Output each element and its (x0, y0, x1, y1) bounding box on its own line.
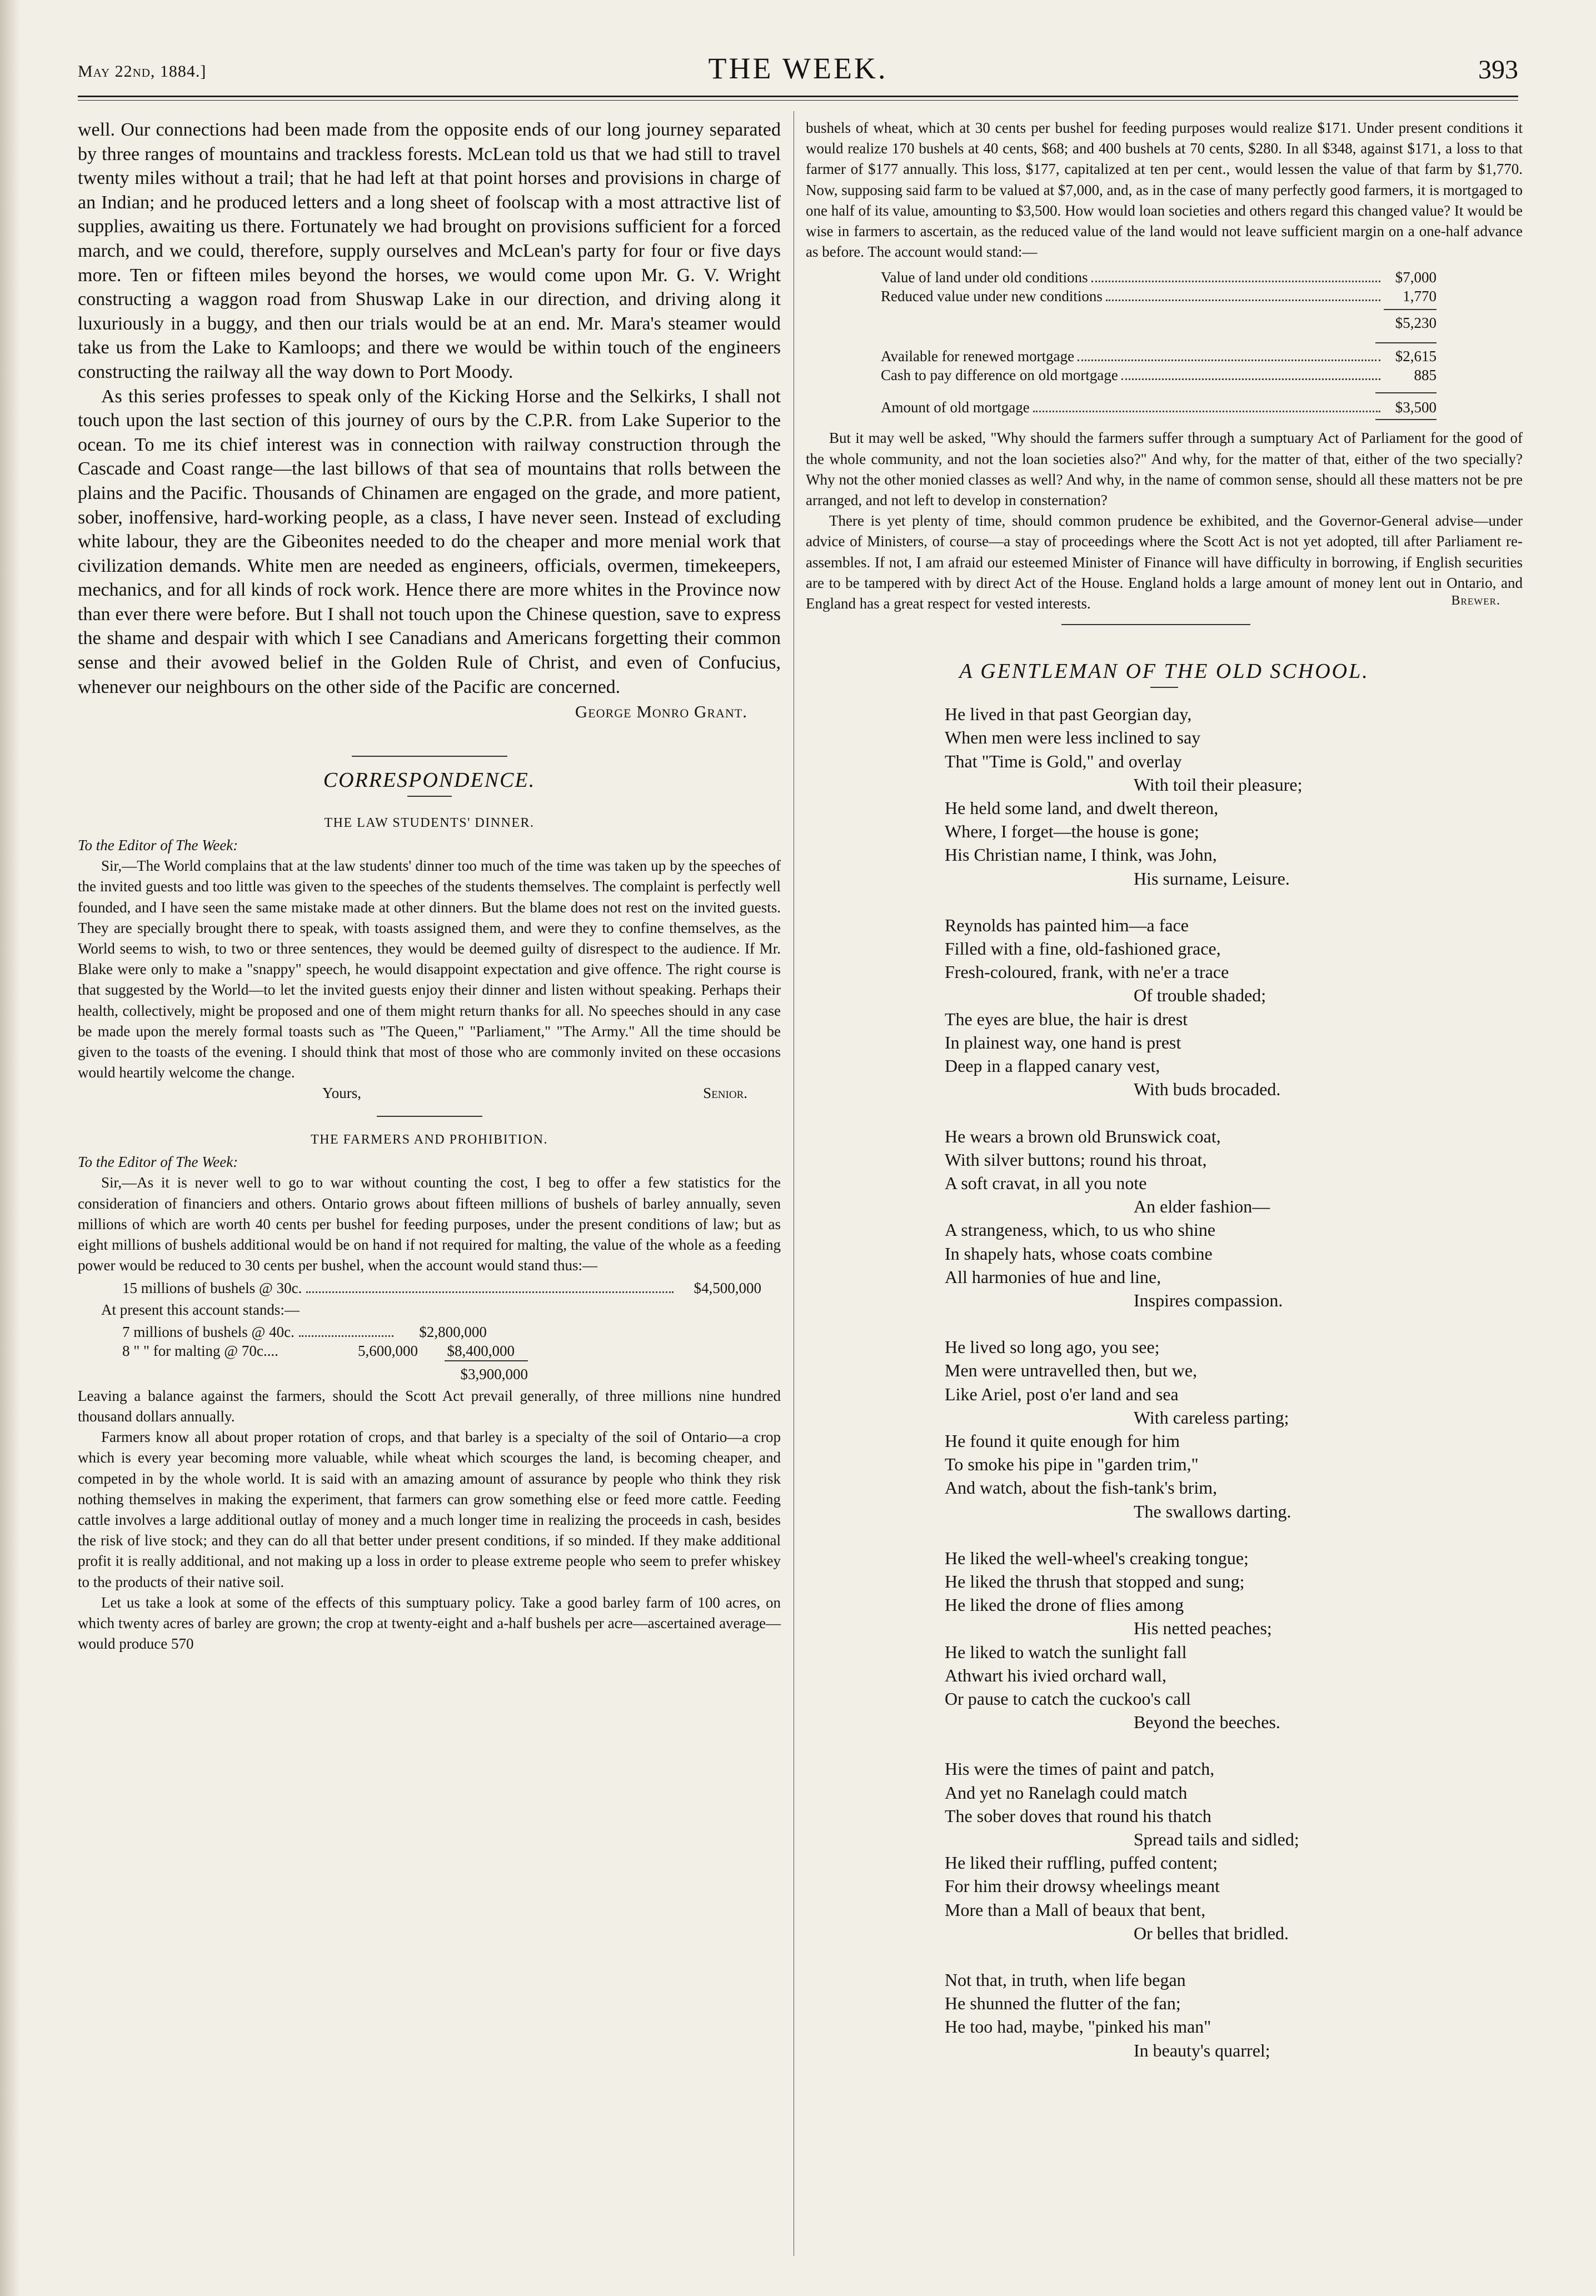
poem-line: He lived so long ago, you see; (945, 1337, 1160, 1357)
account-rule (1375, 342, 1437, 343)
poem-line: He lived in that past Georgian day, (945, 704, 1192, 725)
account-row (122, 1279, 761, 1297)
poem (945, 702, 1434, 2062)
poem-line: In plainest way, one hand is prest (945, 1032, 1181, 1052)
poem-line: He liked the well-wheel's creaking tongue; (945, 1548, 1249, 1568)
poem-stanza (945, 1125, 1434, 1312)
letter-end-line (806, 593, 1523, 635)
poem-line: More than a Mall of beaux that bent, (945, 1899, 1206, 1920)
page-number: 393 (1478, 55, 1518, 84)
leader-dots (1078, 360, 1380, 361)
account-label: Available for renewed mortgage (881, 348, 1075, 365)
account-row (881, 398, 1437, 417)
account-row (881, 287, 1437, 306)
letter-signer: Brewer. (1451, 593, 1500, 608)
poem-line: With silver buttons; round his throat, (945, 1149, 1207, 1170)
poem-stanza (945, 1757, 1434, 1945)
account-label: Amount of old mortgage (881, 399, 1030, 416)
account-row (122, 1360, 772, 1384)
letter-title: THE FARMERS AND PROHIBITION. (311, 1132, 548, 1147)
poem-line: Inspires compassion. (1134, 1290, 1283, 1310)
poem-line: He liked the drone of flies among (945, 1595, 1184, 1615)
letter-salutation: To the Editor of The Week: (78, 837, 238, 854)
poem-line: Like Ariel, post o'er land and sea (945, 1384, 1179, 1404)
poem-line: In shapely hats, whose coats combine (945, 1243, 1213, 1264)
poem-line: When men were less inclined to say (945, 727, 1201, 748)
account-row (881, 347, 1437, 366)
account-amount: $2,800,000 (419, 1323, 487, 1340)
account-amount: 885 (1414, 367, 1437, 384)
poem-stanza (945, 914, 1434, 1101)
poem-stanza (945, 1546, 1434, 1734)
account-label: 7 millions of bushels @ 40c. (122, 1323, 295, 1340)
poem-line: He found it quite enough for him (945, 1430, 1180, 1451)
poem-stanza (945, 1335, 1434, 1523)
section-rule (352, 756, 507, 757)
poem-line: Or pause to catch the cuckoo's call (945, 1688, 1191, 1709)
letter-body: Sir,—As it is never well to go to war without counting the cost, I beg to offer a few statistics for the consideration of financiers and others. Ontario grows about fifteen millions of bushels of barley annually, seven millions of which are worth 40 cents per bushel for feeding purposes, under the present conditions of law; but as eight millions of bushels additional would be on hand if not required for malting, the value of the whole as a feeding power would be reduced to 30 cents per bushel, when the account would stand thus:— (78, 1174, 781, 1274)
letter-signer: Senior. (703, 1085, 747, 1102)
poem-line: Reynolds has painted him—a face (945, 915, 1189, 935)
account-table-2 (78, 1322, 772, 1384)
poem-line: Not that, in truth, when life began (945, 1970, 1186, 1990)
poem-line: Spread tails and sidled; (1134, 1829, 1299, 1849)
poem-line: He too had, maybe, "pinked his man" (945, 2017, 1211, 2037)
poem-line: Deep in a flapped canary vest, (945, 1056, 1160, 1076)
poem-line: Of trouble shaded; (1134, 985, 1266, 1006)
poem-line: Where, I forget—the house is gone; (945, 821, 1199, 842)
poem-line: His Christian name, I think, was John, (945, 845, 1217, 865)
poem-line: The eyes are blue, the hair is drest (945, 1009, 1188, 1029)
account-amount: $7,000 (1395, 269, 1437, 286)
account-table-1 (78, 1279, 761, 1297)
letter-body: Leaving a balance against the farmers, should the Scott Act prevail generally, of three millions nine hundred thousand dollars annually. (78, 1387, 781, 1425)
letter-rule (1061, 624, 1250, 625)
letter-body: Farmers know all about proper rotation of crops, and that barley is a specialty of the soil of Ontario—a crop which is every year becoming more valuable, while wheat which scourges the land, is becoming cheaper, and competed in by the whole world. It is said with an amazing amount of assurance by people who think they risk nothing themselves in making the experiment, that farmers can grow something else or feed more cattle. Feeding cattle involves a large additional outlay of money and a much longer time in realizing the proceeds in cash, besides the risk of live stock; and they can do all that better under present conditions, if so minded. If they make additional profit it is really additional, and not making up a loss in order to please extreme people who seem to prefer whiskey to the products of their native soil. (78, 1429, 781, 1590)
letter-closing-word: Yours, (322, 1085, 362, 1102)
poem-line: Men were untravelled then, but we, (945, 1360, 1198, 1381)
poem-line: The sober doves that round his thatch (945, 1805, 1211, 1826)
account-label: Reduced value under new conditions (881, 288, 1103, 305)
poem-line: In beauty's quarrel; (1134, 2040, 1270, 2060)
leader-dots (1106, 300, 1380, 301)
poem-line: His surname, Leisure. (1134, 868, 1290, 889)
account-row (881, 309, 1437, 332)
poem-line: And yet no Ranelagh could match (945, 1782, 1188, 1803)
heading-rule (1150, 687, 1178, 688)
account-amount: $2,615 (1395, 348, 1437, 365)
leader-dots (306, 1291, 674, 1293)
poem-line: That "Time is Gold," and overlay (945, 751, 1182, 771)
article-signature: George Monro Grant. (575, 702, 747, 722)
letter-closing (78, 1083, 781, 1104)
account-intro: At present this account stands:— (101, 1301, 300, 1318)
poem-line: His were the times of paint and patch, (945, 1759, 1215, 1779)
account-row (881, 268, 1437, 287)
poem-line: Athwart his ivied orchard wall, (945, 1665, 1166, 1685)
account-label: Value of land under old conditions (881, 269, 1088, 286)
account-label: 8 " " for malting @ 70c.... (122, 1342, 278, 1359)
poem-line: He liked the thrush that stopped and sung; (945, 1571, 1245, 1591)
right-column (806, 118, 1523, 2085)
poem-line: With careless parting; (1134, 1407, 1289, 1427)
poem-line: An elder fashion— (1134, 1196, 1270, 1217)
correspondence-heading: CORRESPONDENCE. (323, 768, 536, 792)
letter-title: THE LAW STUDENTS' DINNER. (324, 816, 535, 831)
leader-dots (299, 1335, 393, 1337)
account-balance: $3,900,000 (445, 1360, 528, 1384)
letter-body: Let us take a look at some of the effects of this sumptuary policy. Take a good barley farm of 100 acres, on which twenty acres of barley are grown; the crop at twenty-eight and a-half bushels per acre—ascertained average—would produce 570 (78, 1594, 781, 1653)
poem-line: With toil their pleasure; (1134, 774, 1303, 795)
account-rule (1375, 392, 1437, 393)
poem-line: To smoke his pipe in "garden trim," (945, 1454, 1199, 1475)
poem-line: He wears a brown old Brunswick coat, (945, 1126, 1221, 1146)
account-total: $8,400,000 (447, 1342, 515, 1359)
account-row (881, 366, 1437, 385)
poem-line: Filled with a fine, old-fashioned grace, (945, 939, 1221, 959)
account-subtotal: $5,230 (1384, 309, 1437, 332)
letter-continuation: bushels of wheat, which at 30 cents per bushel for feeding purposes would realize $171. Under present conditions it would realize 170 bushels at 40 cents, $68; and 400 bushels at 70 cents, $280. In all $348, against $171, a loss to that farmer of $177 annually. This loss, $177, capitalized at ten per cent., would lessen the value of that farm by $1,770. Now, supposing said farm to be valued at $7,000, and, as in the case of many perfectly good farmers, it is mortgaged to one half of its value, amounting to $3,500. How would loan societies and others regard this changed value? It would be wise in farmers to ascertain, as the reduced value of the land would not leave sufficient margin on a one-half advance as before. The account would stand:— (806, 119, 1523, 261)
mortgage-account (806, 268, 1437, 420)
poem-title: A GENTLEMAN OF THE OLD SCHOOL. (959, 660, 1369, 683)
account-amount: 1,770 (1403, 288, 1437, 305)
poem-line: His netted peaches; (1134, 1618, 1272, 1639)
poem-line: He liked their ruffling, puffed content; (945, 1853, 1218, 1873)
poem-line: For him their drowsy wheelings meant (945, 1876, 1220, 1896)
poem-line: Or belles that bridled. (1134, 1923, 1289, 1943)
letter-body: Sir,—The World complains that at the law students' dinner too much of the time was taken up by the speeches of the invited guests and too little was given to the speeches of the students themselves. The complaint is perfectly well founded, and I have seen the same mistake made at other dinners. But the blame does not rest on the invited guests. They are specially brought there to speak, with toasts assigned them, and were they to confine themselves, as the World seems to wish, to two or three sentences, they would be deemed guilty of disrespect to the audience. If Mr. Blake were only to make a "snappy" speech, he would disappoint expectation and give offence. The right course is that suggested by the World—to let the invited guests enjoy their dinner and listen without speaking. Perhaps their health, collectively, might be proposed and one of them might return thanks for all. No speeches should in any case be made upon the merely formal toasts such as "The Queen," "Parliament," "The Army." All the time should be given to the toasts of the evening. I should think that most of those who are commonly invited on these occasions would heartily welcome the change. (78, 857, 781, 1081)
poem-line: Fresh-coloured, frank, with ne'er a trace (945, 962, 1229, 982)
header-rule-thin (78, 100, 1518, 101)
account-row (122, 1341, 772, 1360)
poem-line: The swallows darting. (1134, 1501, 1291, 1521)
page-header (78, 51, 1518, 90)
poem-line: He shunned the flutter of the fan; (945, 1993, 1181, 2014)
heading-rule (407, 796, 452, 797)
letter-salutation: To the Editor of The Week: (78, 1154, 238, 1171)
header-date: May 22nd, 1884.] (78, 62, 207, 81)
poem-line: He liked to watch the sunlight fall (945, 1641, 1187, 1662)
letter-body: But it may well be asked, "Why should the farmers suffer through a sumptuary Act of Parliament for the good of the whole community, and not the loan societies also?" And why, for the matter of that, either of the two specially? Why not the other monied classes as well? And why, in the name of common sense, should all these matters not be pre arranged, and not left to develop in consternation? (806, 430, 1523, 509)
poem-line: And watch, about the fish-tank's brim, (945, 1478, 1218, 1498)
page-edge-shadow (0, 0, 20, 2296)
poem-line: A strangeness, which, to us who shine (945, 1220, 1216, 1240)
account-rule (1375, 419, 1437, 420)
poem-line: With buds brocaded. (1134, 1079, 1281, 1100)
letter-rule (377, 1116, 482, 1117)
poem-line: All harmonies of hue and line, (945, 1266, 1161, 1287)
account-label: 15 millions of bushels @ 30c. (122, 1279, 302, 1296)
header-rule (78, 96, 1518, 97)
account-row (122, 1322, 772, 1341)
poem-stanza (945, 1968, 1434, 2062)
poem-line: A soft cravat, in all you note (945, 1172, 1147, 1193)
account-amount: 5,600,000 (358, 1342, 418, 1359)
leader-dots (1091, 281, 1380, 282)
poem-stanza (945, 702, 1434, 890)
account-amount: $3,500 (1395, 399, 1437, 416)
poem-line: He held some land, and dwelt thereon, (945, 798, 1219, 818)
article-paragraph: As this series professes to speak only of the Kicking Horse and the Selkirks, I shall not touch upon the last section of this journey of ours by the C.P.R. from Lake Superior to the ocean. To me its chief interest was in connection with railway construction through the Cascade and Coast range—the last billows of that sea of mountains that rolls between the plains and the Pacific. Thousands of Chinamen are engaged on the grade, and more patient, sober, inoffensive, hard-working people, as a class, I have never seen. Instead of excluding white labour, they are the Gibeonites needed to do the cheaper and more menial work that civilization demands. White men are needed as engineers, officials, overmen, timekeepers, mechanics, and for all kinds of rock work. Hence there are more whites in the Province now than ever there were before. But I shall not touch upon the Chinese question, save to express the shame and despair with which I see Canadians and Americans forgetting their common sense and their avowed belief in the Golden Rule of Christ, and even of Confucius, whenever our neighbours on the other side of the Pacific are concerned. (78, 386, 781, 697)
poem-line: Beyond the beeches. (1134, 1712, 1280, 1733)
leader-dots (1033, 411, 1380, 412)
article-continuation: well. Our connections had been made from the opposite ends of our long journey separated by three ranges of mountains and trackless forests. McLean told us that we had still to travel twenty miles without a trail; that he had left at that point horses and provisions in charge of an Indian; and he produced letters and a long sheet of foolscap with a most attractive list of supplies, awaiting us there. Fortunately we had brought on provisions sufficient for a forced march, and we could, therefore, supply ourselves and McLean's party for four or five days more. Ten or fifteen miles beyond the horses, we would come upon Mr. G. V. Wright constructing a waggon road from Shuswap Lake in our direction, and driving along it luxuriously in a buggy, and then our trials would be at an end. Mr. Mara's steamer would take us from the Lake to Kamloops; and there we would be within touch of the engineers constructing the railway all the way down to Port Moody. (78, 119, 781, 382)
left-column (78, 118, 781, 1654)
account-amount: $4,500,000 (694, 1279, 761, 1296)
leader-dots (1121, 378, 1380, 380)
account-label: Cash to pay difference on old mortgage (881, 367, 1118, 384)
masthead-title: THE WEEK. (708, 52, 888, 85)
letter-body: There is yet plenty of time, should common prudence be exhibited, and the Governor-General advise—under advice of Ministers, of course—a stay of proceedings where the Scott Act is not yet adopted, till after Parliament re-assembles. If not, I am afraid our esteemed Minister of Finance will have difficulty in borrowing, if English securities are to be tampered with by direct Act of the House. England holds a large amount of money lent out in Ontario, and England has a great respect for vested interests. (806, 512, 1523, 612)
